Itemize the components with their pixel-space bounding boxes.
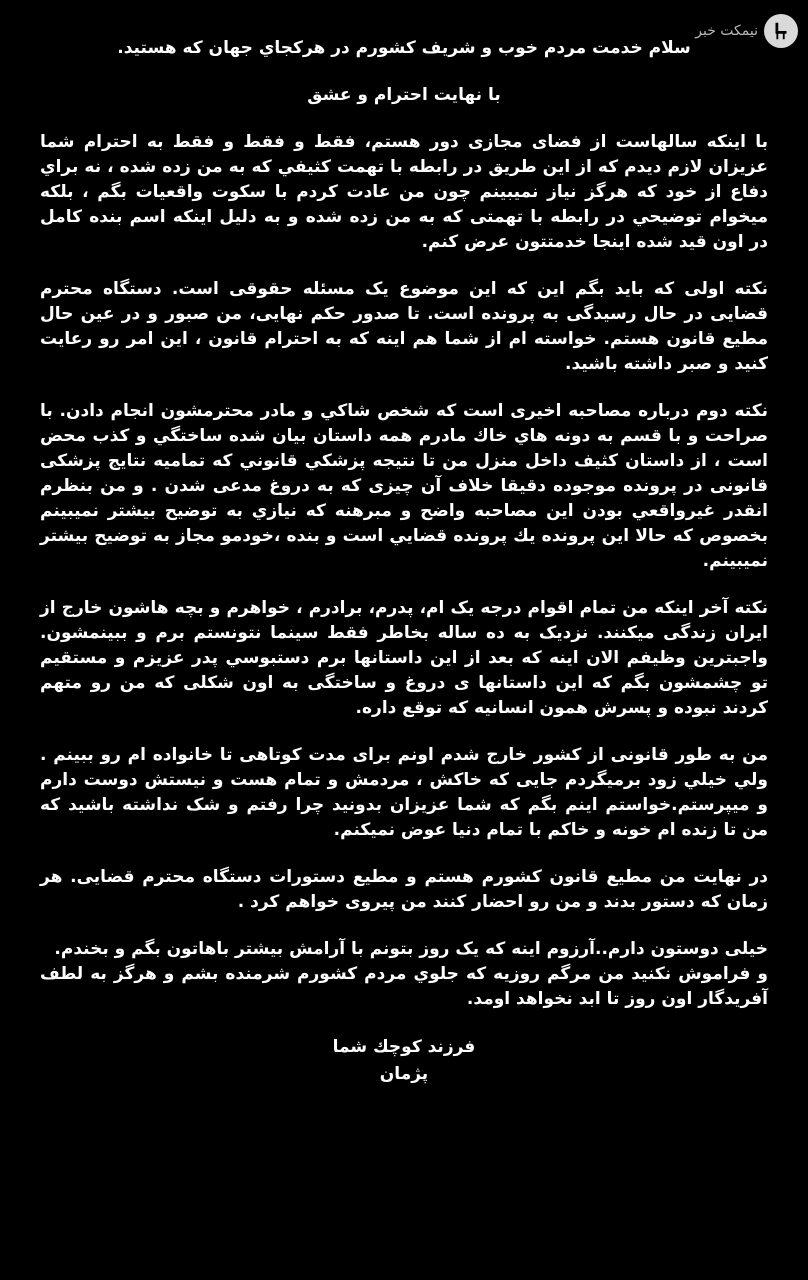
letter-paragraph-first-point: نکته اولی که باید بگم این که این موضوع یک مسئله حقوقی است. دستگاه محترم قضایی در حال رسیدگی به پرونده است. تا صدور حکم نهایی، من صبور و در عین حال مطیع قانون هستم. خواسته ام از شما هم اینه که به احترام قانون ، این امر رو رعایت کنید و صبر داشته باشید. (40, 279, 768, 374)
signature-closing: فرزند کوچك شما (332, 1037, 476, 1057)
letter (40, 36, 768, 1088)
letter-paragraph-last-point: نکته آخر اینکه من تمام اقوام درجه یک ام، پدرم، برادرم ، خواهرم و بچه هاشون خارج از ایران زندگی میکنند. نزدیک به ده ساله بخاطر فقط سینما نتونستم برم و ببینمشون. واجبترین وظیفم الان اینه که بعد از این داستانها برم دستبوسي پدر عزیزم و مستقیم تو چشمشون بگم که این داستانها ی دروغ و ساختگی به اون شکلی که من رو متهم کردند نبوده و پسرش همون انسانیه که توقع داره. (40, 598, 768, 718)
letter-regards: با نهایت احترام و عشق (307, 85, 501, 105)
letter-paragraph-intro: با اینکه سالهاست از فضای مجازی دور هستم، فقط و فقط و فقط به احترام شما عزیزان لازم دیدم که از این طریق در رابطه با تهمت کثیفي که به من زده شده ، نه براي دفاع از خود که هرگز نیاز نمیبینم چون من عادت کردم با سکوت واقعیات بگم ، بلکه میخوام توضیحي در رابطه با تهمتی که به من زده شده و به دلیل اینکه اسم بنده کامل در اون قید شده اینجا خدمتتون عرض کنم. (40, 132, 768, 252)
letter-greeting: سلام خدمت مردم خوب و شریف کشورم در هرکجاي جهان که هستید. (117, 38, 691, 58)
letter-paragraph-second-point: نکته دوم درباره مصاحبه اخیری است که شخص شاکي و مادر محترمشون انجام دادن. با صراحت و با قسم به دونه هاي خاك مادرم همه داستان بیان شده ساختگي و کذب محض است ، از داستان کثیف داخل منزل من تا نتیجه پزشکي قانوني که تمامیه نتایج پزشکی قانونی در پرونده موجوده دقیقا خلاف آن چیزی که به دروغ مدعی شدن . و من بنظرم انقدر غیرواقعي بودن این مصاحبه واضح و مبرهنه که نیازي به توضیح بیشتر نمیبینم بخصوص که حالا این پرونده یك پرونده قضایي است و بنده ،خودمو مجاز به توضیح بیشتر نمیبینم. (40, 401, 768, 571)
signature (40, 1034, 768, 1088)
signature-name: پژمان (379, 1064, 429, 1084)
letter-paragraph-travel: من به طور قانونی از کشور خارج شدم اونم برای مدت کوتاهی تا خانواده ام رو ببینم . ولي خیلي زود برمیگردم جایی که خاکش ، مردمش و تمام هست و نیستش دوست دارم و میپرستم.خواستم اینم بگم که شما عزیزان بدونید چرا رفتم و شک نداشته باشید که من تا زنده ام خونه و خاکم با تمام دنیا عوض نمیکنم. (40, 745, 768, 840)
chair-logo-icon (764, 14, 798, 48)
letter-paragraph-conclusion: در نهایت من مطیع قانون کشورم هستم و مطیع دستورات دستگاه محترم قضایی. هر زمان که دستور بدند و من رو احضار کنند من پیروی خواهم کرد . (40, 867, 768, 912)
letter-paragraph-farewell: خیلی دوستون دارم..آرزوم اینه که یک روز بتونم با آرامش بیشتر باهاتون بگم و بخندم. و فراموش نکنید من مرگم روزیه که جلوي مردم کشورم شرمنده بشم و هرگز به لطف آفریدگار اون روز تا ابد نخواهد اومد. (40, 939, 768, 1009)
watermark-site-name: نیمکت خبر (695, 23, 758, 39)
chair-logo-graphic (770, 20, 792, 42)
